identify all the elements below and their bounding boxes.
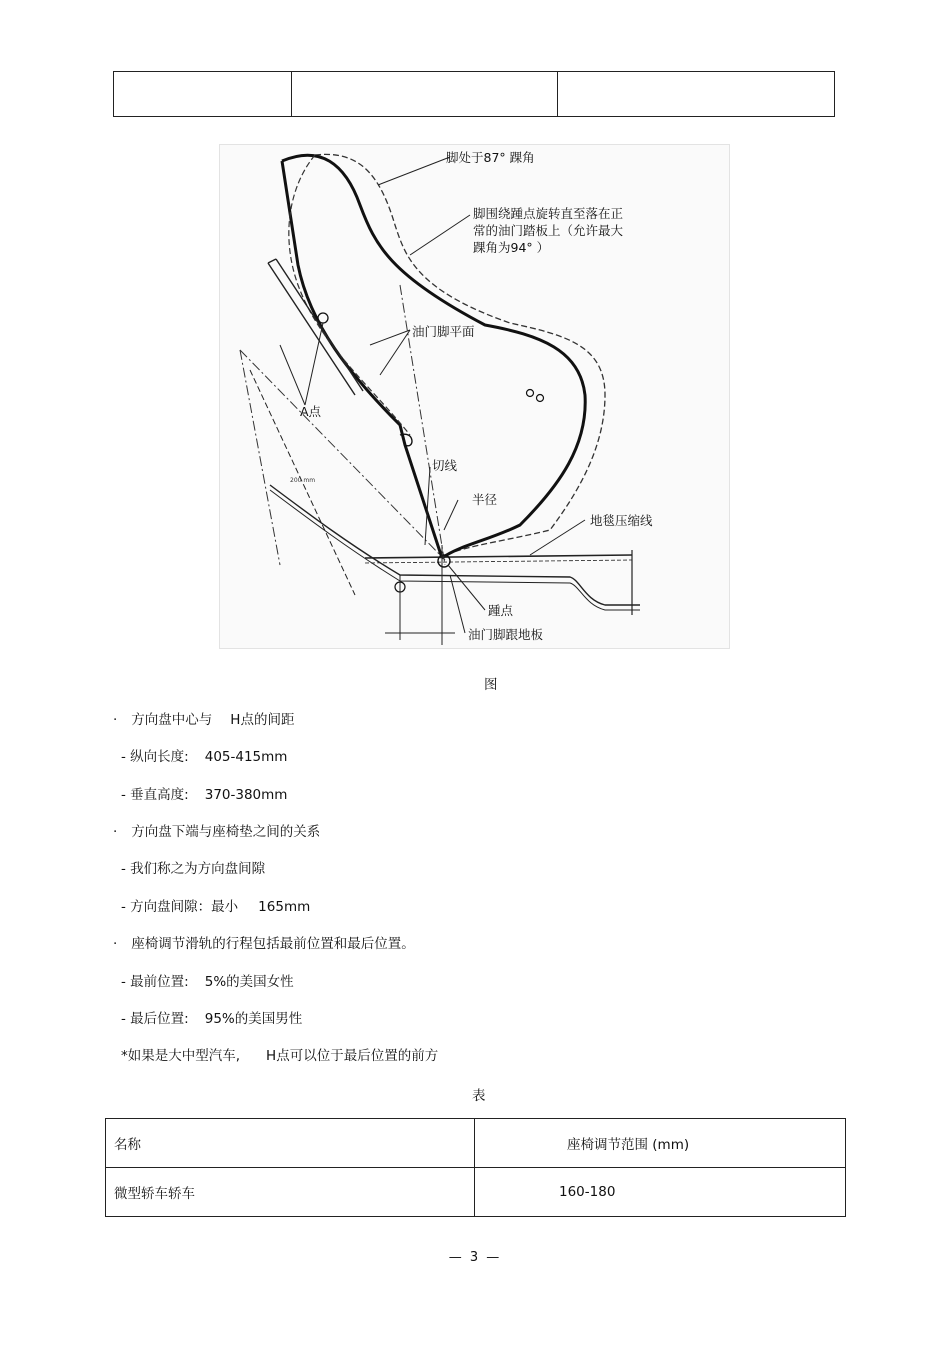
figure-caption: 图 xyxy=(484,677,498,693)
label-pedal-plane: 油门脚平面 xyxy=(412,324,475,339)
table-cell xyxy=(292,72,558,117)
list-item: · 方向盘中心与 H点的间距 xyxy=(113,712,295,728)
top-table xyxy=(113,71,835,117)
table-header-cell: 名称 xyxy=(106,1119,475,1168)
label-tangent: 切线 xyxy=(432,458,458,473)
list-item: - 最后位置: 95%的美国男性 xyxy=(121,1011,303,1027)
shin-line-bold xyxy=(282,161,442,558)
label-carpet-line: 地毯压缩线 xyxy=(590,513,653,528)
table-row xyxy=(114,72,835,117)
table-row xyxy=(106,1168,846,1217)
label-rotate-line-1: 脚围绕踵点旋转直至落在正 xyxy=(473,206,624,221)
label-point-a: A点 xyxy=(300,404,322,419)
label-heel-floor: 油门脚跟地板 xyxy=(468,627,544,642)
label-200mm: 200 mm xyxy=(290,477,316,484)
list-item: - 垂直高度: 370-380mm xyxy=(121,787,288,803)
table-cell xyxy=(114,72,292,117)
label-rotate-line-2: 常的油门踏板上（允许最大 xyxy=(473,223,624,238)
list-item: - 方向盘间隙：最小 165mm xyxy=(121,899,311,915)
label-rotate-line-3: 踝角为94° ） xyxy=(473,240,550,255)
table-header-row xyxy=(106,1119,846,1168)
label-radius: 半径 xyxy=(472,492,498,507)
table-cell: 微型轿车轿车 xyxy=(106,1168,475,1217)
floor-line xyxy=(270,485,640,605)
list-item: *如果是大中型汽车, H点可以位于最后位置的前方 xyxy=(121,1048,439,1064)
table-cell: 160-180 xyxy=(475,1168,846,1217)
label-heel-point: 踵点 xyxy=(488,603,514,618)
table-header-cell: 座椅调节范围 (mm) xyxy=(475,1119,846,1168)
label-ankle-87: 脚处于87° 踝角 xyxy=(446,150,535,165)
page-number: — 3 — xyxy=(448,1250,502,1265)
table-cell xyxy=(558,72,835,117)
table-caption: 表 xyxy=(472,1088,486,1104)
list-item: · 方向盘下端与座椅垫之间的关系 xyxy=(113,824,321,840)
list-item: - 纵向长度: 405-415mm xyxy=(121,749,288,765)
foot-pedal-diagram xyxy=(219,144,730,649)
seat-adjust-table xyxy=(105,1118,846,1217)
list-item: - 我们称之为方向盘间隙 xyxy=(121,861,266,877)
list-item: - 最前位置: 5%的美国女性 xyxy=(121,974,294,990)
list-item: · 座椅调节滑轨的行程包括最前位置和最后位置。 xyxy=(113,936,415,952)
diagram-svg xyxy=(220,145,729,648)
